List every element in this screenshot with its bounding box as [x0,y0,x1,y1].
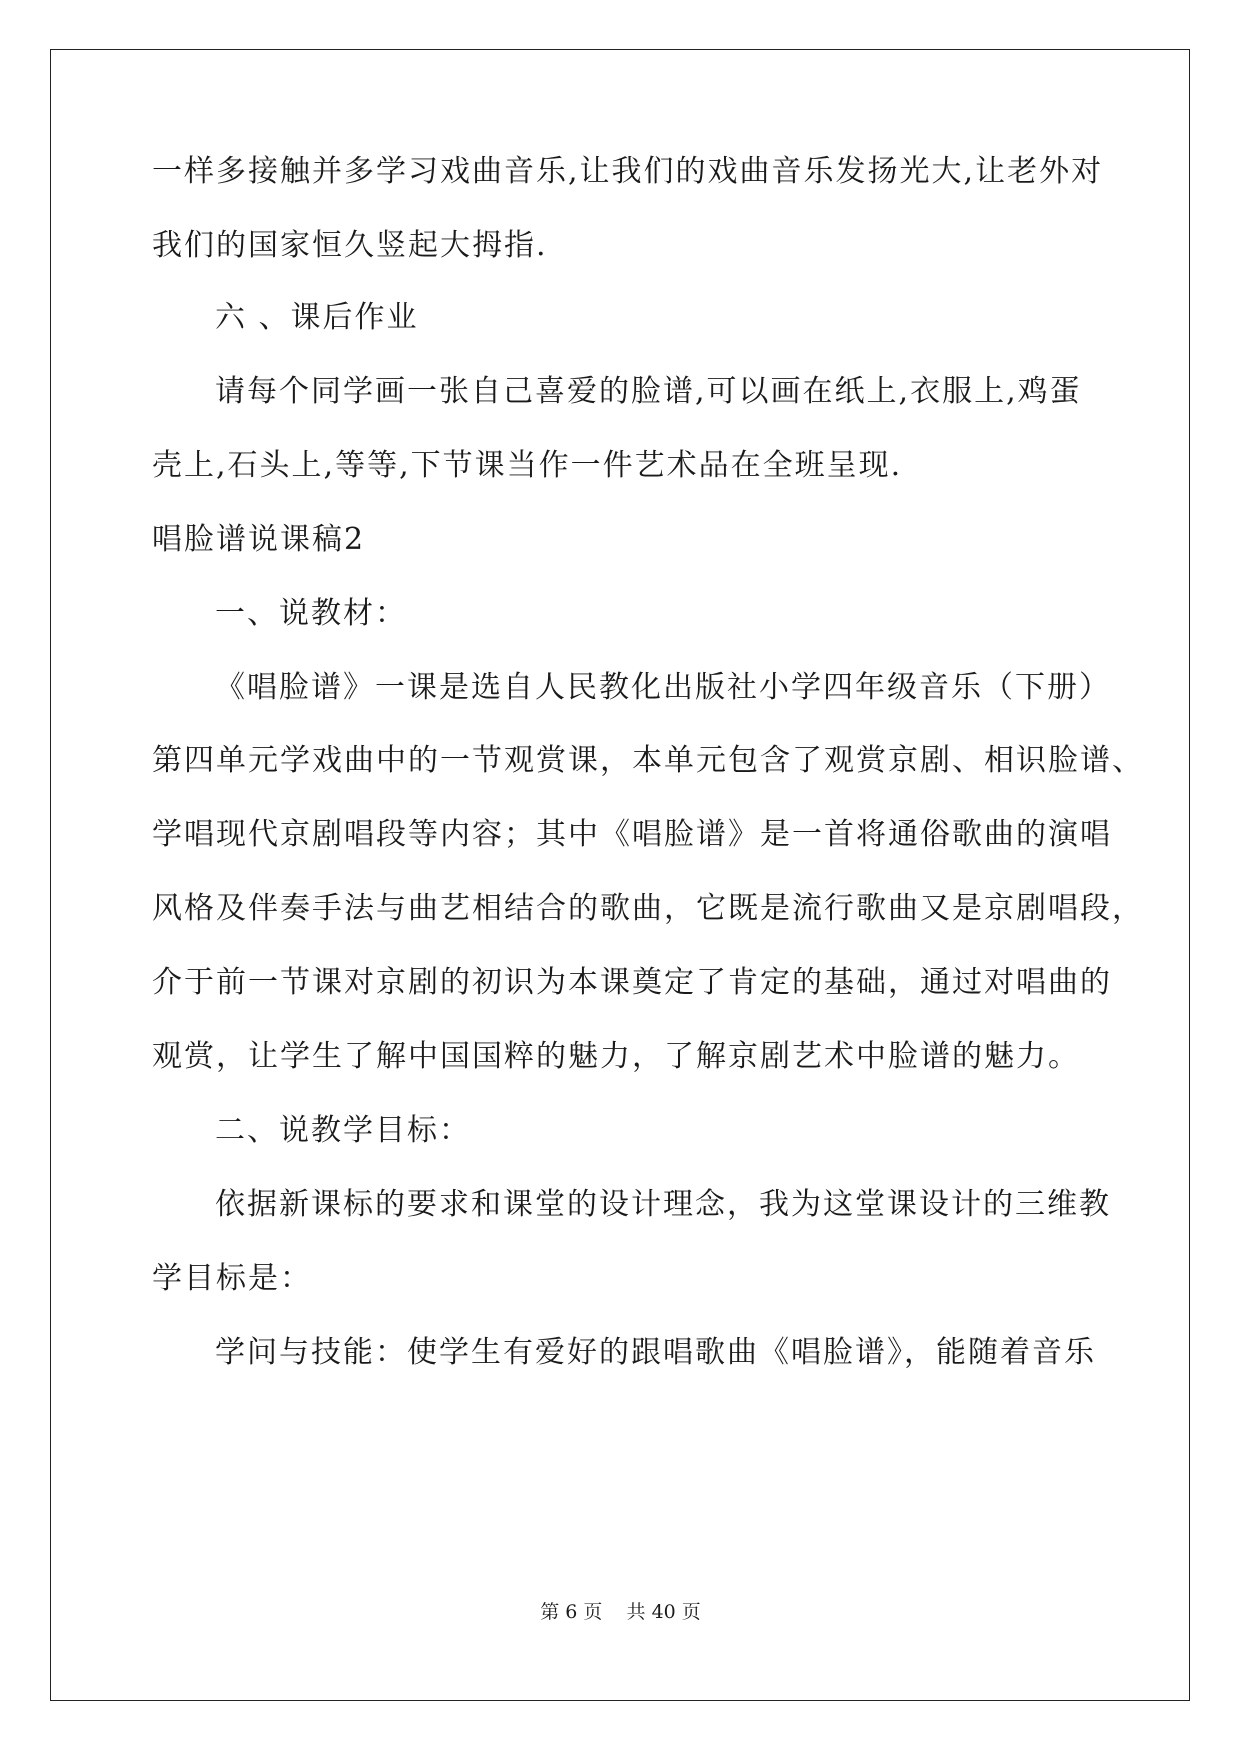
body-line: 壳上,石头上,等等,下节课当作一件艺术品在全班呈现. [152,448,903,483]
body-line: 风格及伴奏手法与曲艺相结合的歌曲，它既是流行歌曲又是京剧唱段， [152,891,1144,926]
body-line: 学目标是： [152,1261,312,1296]
body-line: 学问与技能：使学生有爱好的跟唱歌曲《唱脸谱》，能随着音乐 [215,1335,1096,1370]
body-line: 依据新课标的要求和课堂的设计理念，我为这堂课设计的三维教 [215,1187,1111,1222]
section-heading: 二、说教学目标： [215,1113,471,1148]
body-line: 学唱现代京剧唱段等内容；其中《唱脸谱》是一首将通俗歌曲的演唱 [152,817,1112,852]
page-frame [50,49,1190,1701]
document-title: 唱脸谱说课稿2 [152,522,366,557]
section-heading: 一、说教材： [215,596,407,631]
body-line: 一样多接触并多学习戏曲音乐,让我们的戏曲音乐发扬光大,让老外对 [152,154,1104,189]
body-line: 第四单元学戏曲中的一节观赏课，本单元包含了观赏京剧、相识脸谱、 [152,743,1144,778]
body-line: 我们的国家恒久竖起大拇指. [152,228,548,263]
section-heading: 六 、课后作业 [215,300,419,335]
body-line: 请每个同学画一张自己喜爱的脸谱,可以画在纸上,衣服上,鸡蛋 [215,374,1082,409]
body-line: 《唱脸谱》一课是选自人民教化出版社小学四年级音乐（下册） [215,670,1111,705]
body-line: 介于前一节课对京剧的初识为本课奠定了肯定的基础，通过对唱曲的 [152,965,1112,1000]
body-line: 观赏，让学生了解中国国粹的魅力，了解京剧艺术中脸谱的魅力。 [152,1039,1080,1074]
page-number: 第 6 页 共 40 页 [540,1601,701,1623]
